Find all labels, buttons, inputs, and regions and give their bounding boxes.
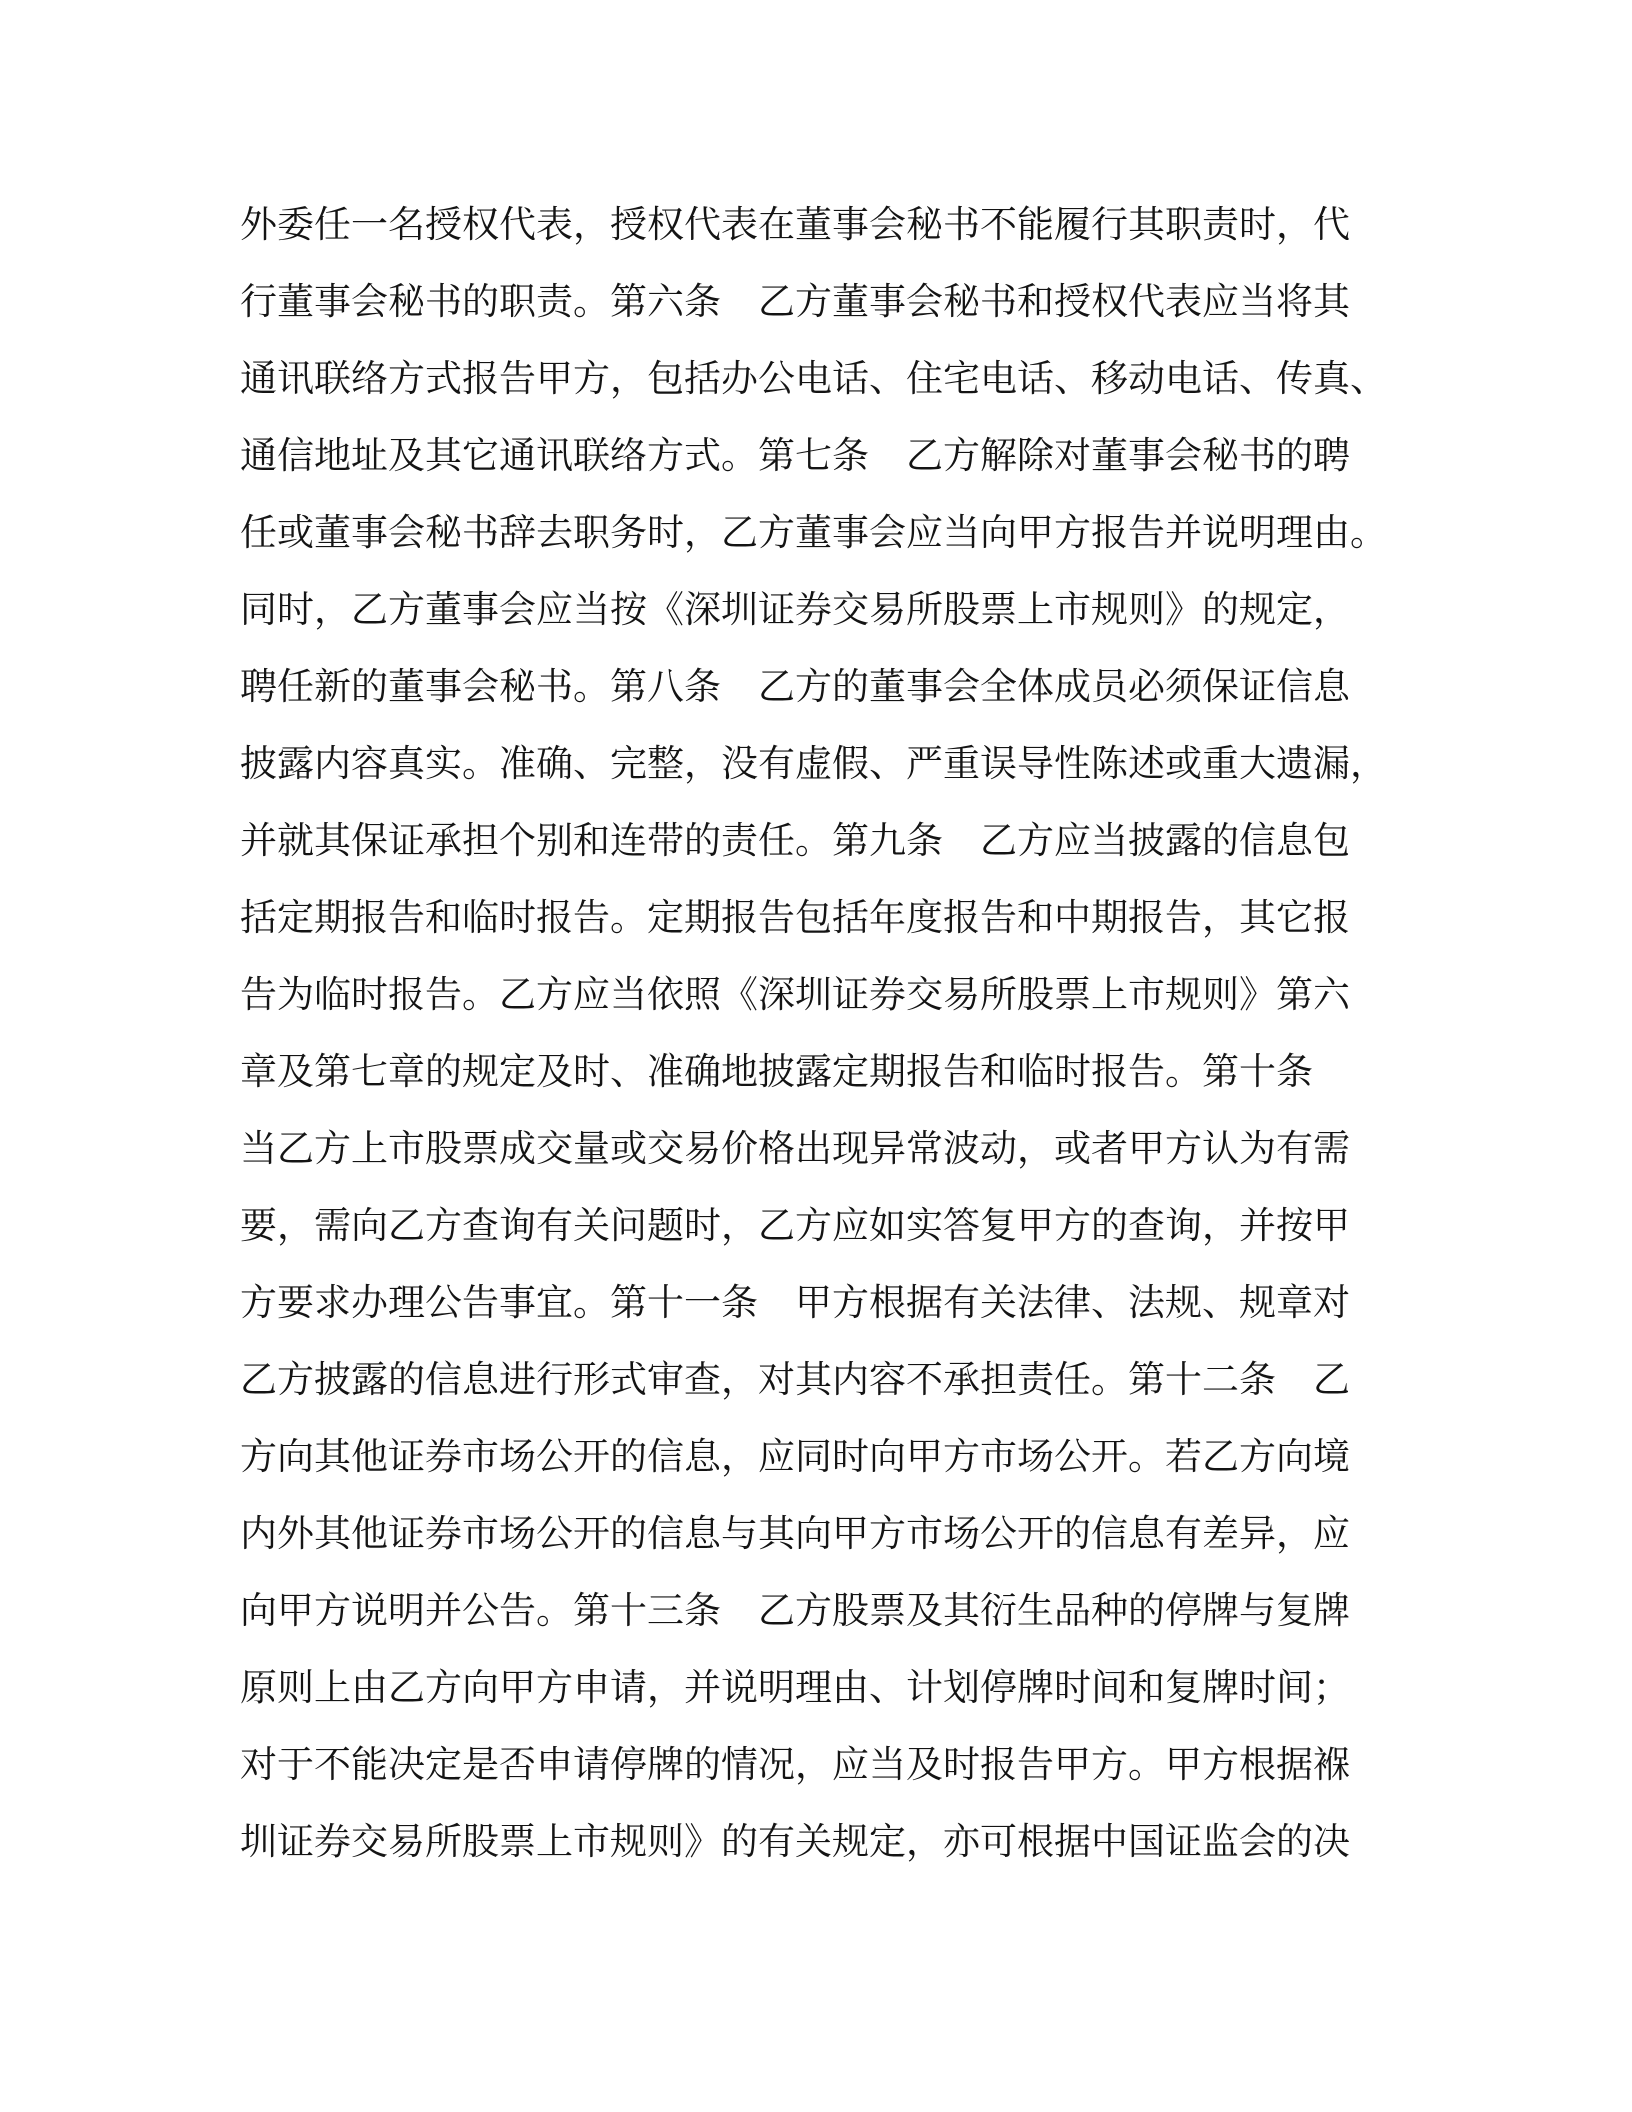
text-line: 向甲方说明并公告。第十三条 乙方股票及其衍生品种的停牌与复牌 bbox=[240, 1589, 1350, 1632]
text-line: 方向其他证券市场公开的信息，应同时向甲方市场公开。若乙方向境 bbox=[240, 1435, 1350, 1478]
text-line: 当乙方上市股票成交量或交易价格出现异常波动，或者甲方认为有需 bbox=[240, 1127, 1350, 1170]
text-line: 圳证券交易所股票上市规则》的有关规定，亦可根据中国证监会的决 bbox=[240, 1820, 1350, 1863]
text-line: 章及第七章的规定及时、准确地披露定期报告和临时报告。第十条 bbox=[240, 1050, 1313, 1093]
text-line: 行董事会秘书的职责。第六条 乙方董事会秘书和授权代表应当将其 bbox=[240, 280, 1350, 323]
text-line: 披露内容真实。准确、完整，没有虚假、严重误导性陈述或重大遗漏， bbox=[240, 742, 1387, 785]
text-line: 同时，乙方董事会应当按《深圳证券交易所股票上市规则》的规定， bbox=[240, 588, 1350, 631]
text-line: 原则上由乙方向甲方申请，并说明理由、计划停牌时间和复牌时间； bbox=[240, 1666, 1350, 1709]
text-line: 乙方披露的信息进行形式审查，对其内容不承担责任。第十二条 乙 bbox=[240, 1358, 1350, 1401]
text-line: 对于不能决定是否申请停牌的情况，应当及时报告甲方。甲方根据褓 bbox=[240, 1743, 1350, 1786]
text-line: 方要求办理公告事宜。第十一条 甲方根据有关法律、法规、规章对 bbox=[240, 1281, 1350, 1324]
text-line: 内外其他证券市场公开的信息与其向甲方市场公开的信息有差异，应 bbox=[240, 1512, 1350, 1555]
text-line: 外委任一名授权代表，授权代表在董事会秘书不能履行其职责时，代 bbox=[240, 203, 1350, 246]
text-line: 通讯联络方式报告甲方，包括办公电话、住宅电话、移动电话、传真、 bbox=[240, 357, 1387, 400]
document-body bbox=[240, 186, 1400, 1880]
text-line: 括定期报告和临时报告。定期报告包括年度报告和中期报告，其它报 bbox=[240, 896, 1350, 939]
text-line: 要，需向乙方查询有关问题时，乙方应如实答复甲方的查询，并按甲 bbox=[240, 1204, 1350, 1247]
text-line: 通信地址及其它通讯联络方式。第七条 乙方解除对董事会秘书的聘 bbox=[240, 434, 1350, 477]
text-line: 并就其保证承担个别和连带的责任。第九条 乙方应当披露的信息包 bbox=[240, 819, 1350, 862]
text-line: 任或董事会秘书辞去职务时，乙方董事会应当向甲方报告并说明理由。 bbox=[240, 511, 1387, 554]
text-line: 告为临时报告。乙方应当依照《深圳证券交易所股票上市规则》第六 bbox=[240, 973, 1350, 1016]
text-line: 聘任新的董事会秘书。第八条 乙方的董事会全体成员必须保证信息 bbox=[240, 665, 1350, 708]
